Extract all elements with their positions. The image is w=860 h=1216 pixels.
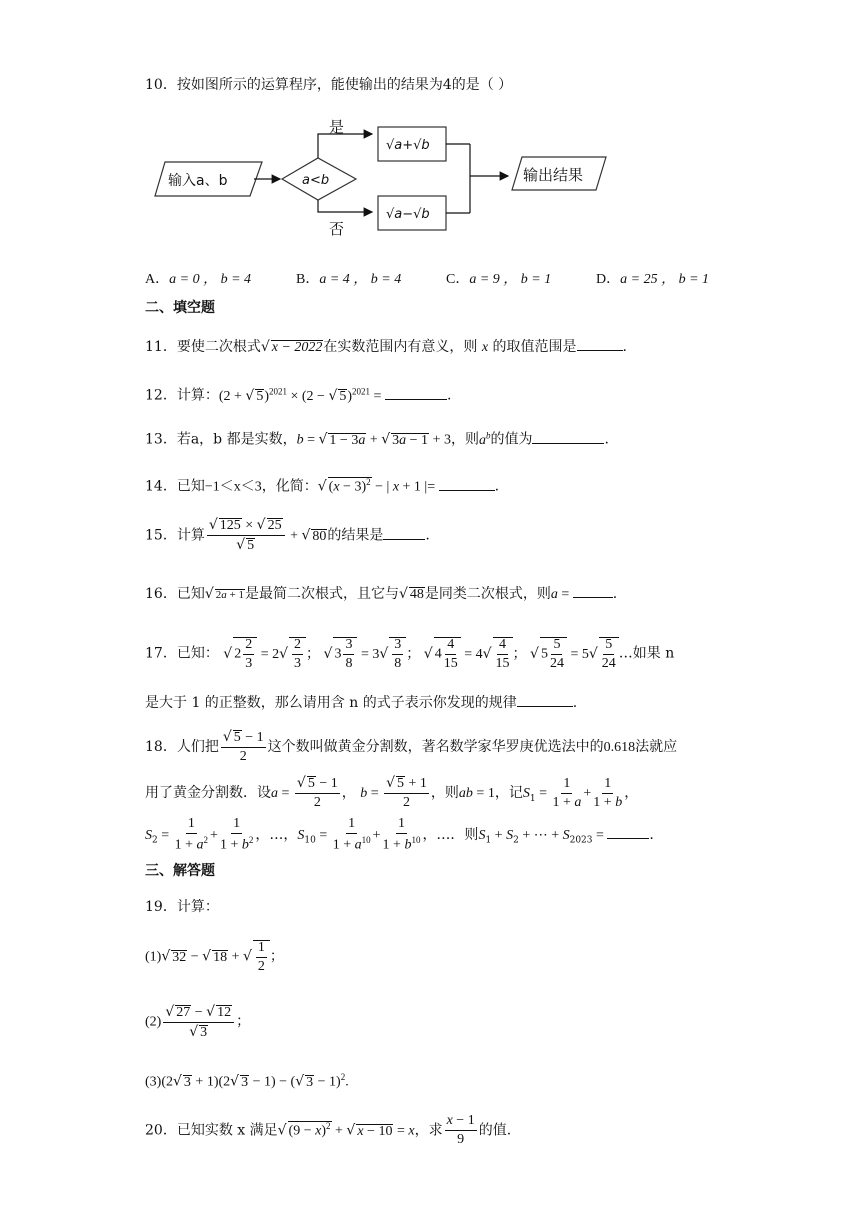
question-18-line3: $S_2$ = $\frac{1}{1 + a^2}$ + $\frac{1}{1 + b^2}$ ，…，$S_{10}$ = $\frac{1}{1 + a^{10}}$ + $\frac{1}{1 + b^{10}}$ ，…．则$S_1 + S_2$ + ⋯ + $S_{2023}$ = . [145,816,654,853]
question-11: 11．要使二次根式√ x − 2022在实数范围内有意义，则 x 的取值范围是 . [145,339,627,355]
section-fill-blank: 二、填空题 [145,300,215,316]
option-a: A．a = 0 ， b = 4 [145,272,252,287]
question-12: 12．计算：(2 + √ 5)$^{2021}$ × (2 − √ 5)$^{2021}$ = . [145,386,452,404]
option-b: B．a = 4 ， b = 4 [296,272,402,287]
output-label: 输出结果 [523,166,584,184]
option-d: D．a = 25 ， b = 1 [596,272,710,287]
question-15: 15．计算 $\frac{√ 125 \times √ 25}{√ 5}$ + √ 80的结果是 . [145,517,430,553]
input-label: 输入a、b [168,173,228,189]
option-c: C．a = 9 ， b = 1 [446,272,552,287]
question-18: 18．人们把 $\frac{√ 5 - 1}{2}$ 这个数叫做黄金分割数，著名数学家华罗庚优选法中的0.618法就应 [145,729,678,764]
no-operation: √a−√b [386,207,430,222]
question-18-line2: 用了黄金分割数．设a = $\frac{√ 5 - 1}{2}$ ， b = $\frac{√ 5 + 1}{2}$ ，则ab = 1，记$S_1$ = $\frac{1}{1 + a}$ + $\frac{1}{1 + b}$ ， [145,775,639,810]
condition-label: a<b [302,173,330,188]
question-14: 14．已知−1＜x＜3，化简：√ $(x - 3)^2$ − | x + 1 |= . [145,477,500,495]
yes-operation: √a+√b [386,138,430,153]
question-19: 19．计算： [145,899,219,915]
question-13: 13．若a，b 都是实数，b = √ 1 − 3a + √ 3a − 1 + 3，则$a^b$的值为 . [145,430,609,448]
flowchart-diagram [0,110,860,250]
question-19-part1: (1)√ 32 − √ 18 + √ $\frac{1}{2}$ ； [145,940,284,974]
yes-label: 是 [329,118,345,136]
question-20: 20．已知实数 x 满足√ $(9 - x)^2$ + √ x − 10 = x，求 $\frac{x - 1}{9}$ 的值. [145,1113,512,1147]
question-19-part3: (3)(2√ 3 + 1)(2√ 3 − 1) − (√ 3 − 1)$^2$. [145,1072,349,1090]
question-10: 10．按如图所示的运算程序，能使输出的结果为4的是（ ） [145,77,513,93]
question-17: 17．已知： √ 2 $\frac{2}{3}$ = 2√ $\frac{2}{3}$ ； √ 3 $\frac{3}{8}$ = 3√ $\frac{3}{8}$ ； √ 4 $\frac{4}{15}$ = 4√ $\frac{4}{15}$ ； √ 5 $\frac{5}{24}$ = 5√ $\frac{5}{24}$ …如果 n [145,637,675,671]
section-answer: 三、解答题 [145,863,215,879]
question-19-part2: (2) $\frac{√ 27 - √ 12}{√ 3}$ ； [145,1004,251,1040]
question-16: 16．已知√ 2a + 1是最简二次根式，且它与√ 48是同类二次根式，则a = . [145,586,618,602]
question-17-line2: 是大于 1 的正整数，那么请用含 n 的式子表示你发现的规律 . [145,695,578,711]
no-label: 否 [329,220,345,238]
